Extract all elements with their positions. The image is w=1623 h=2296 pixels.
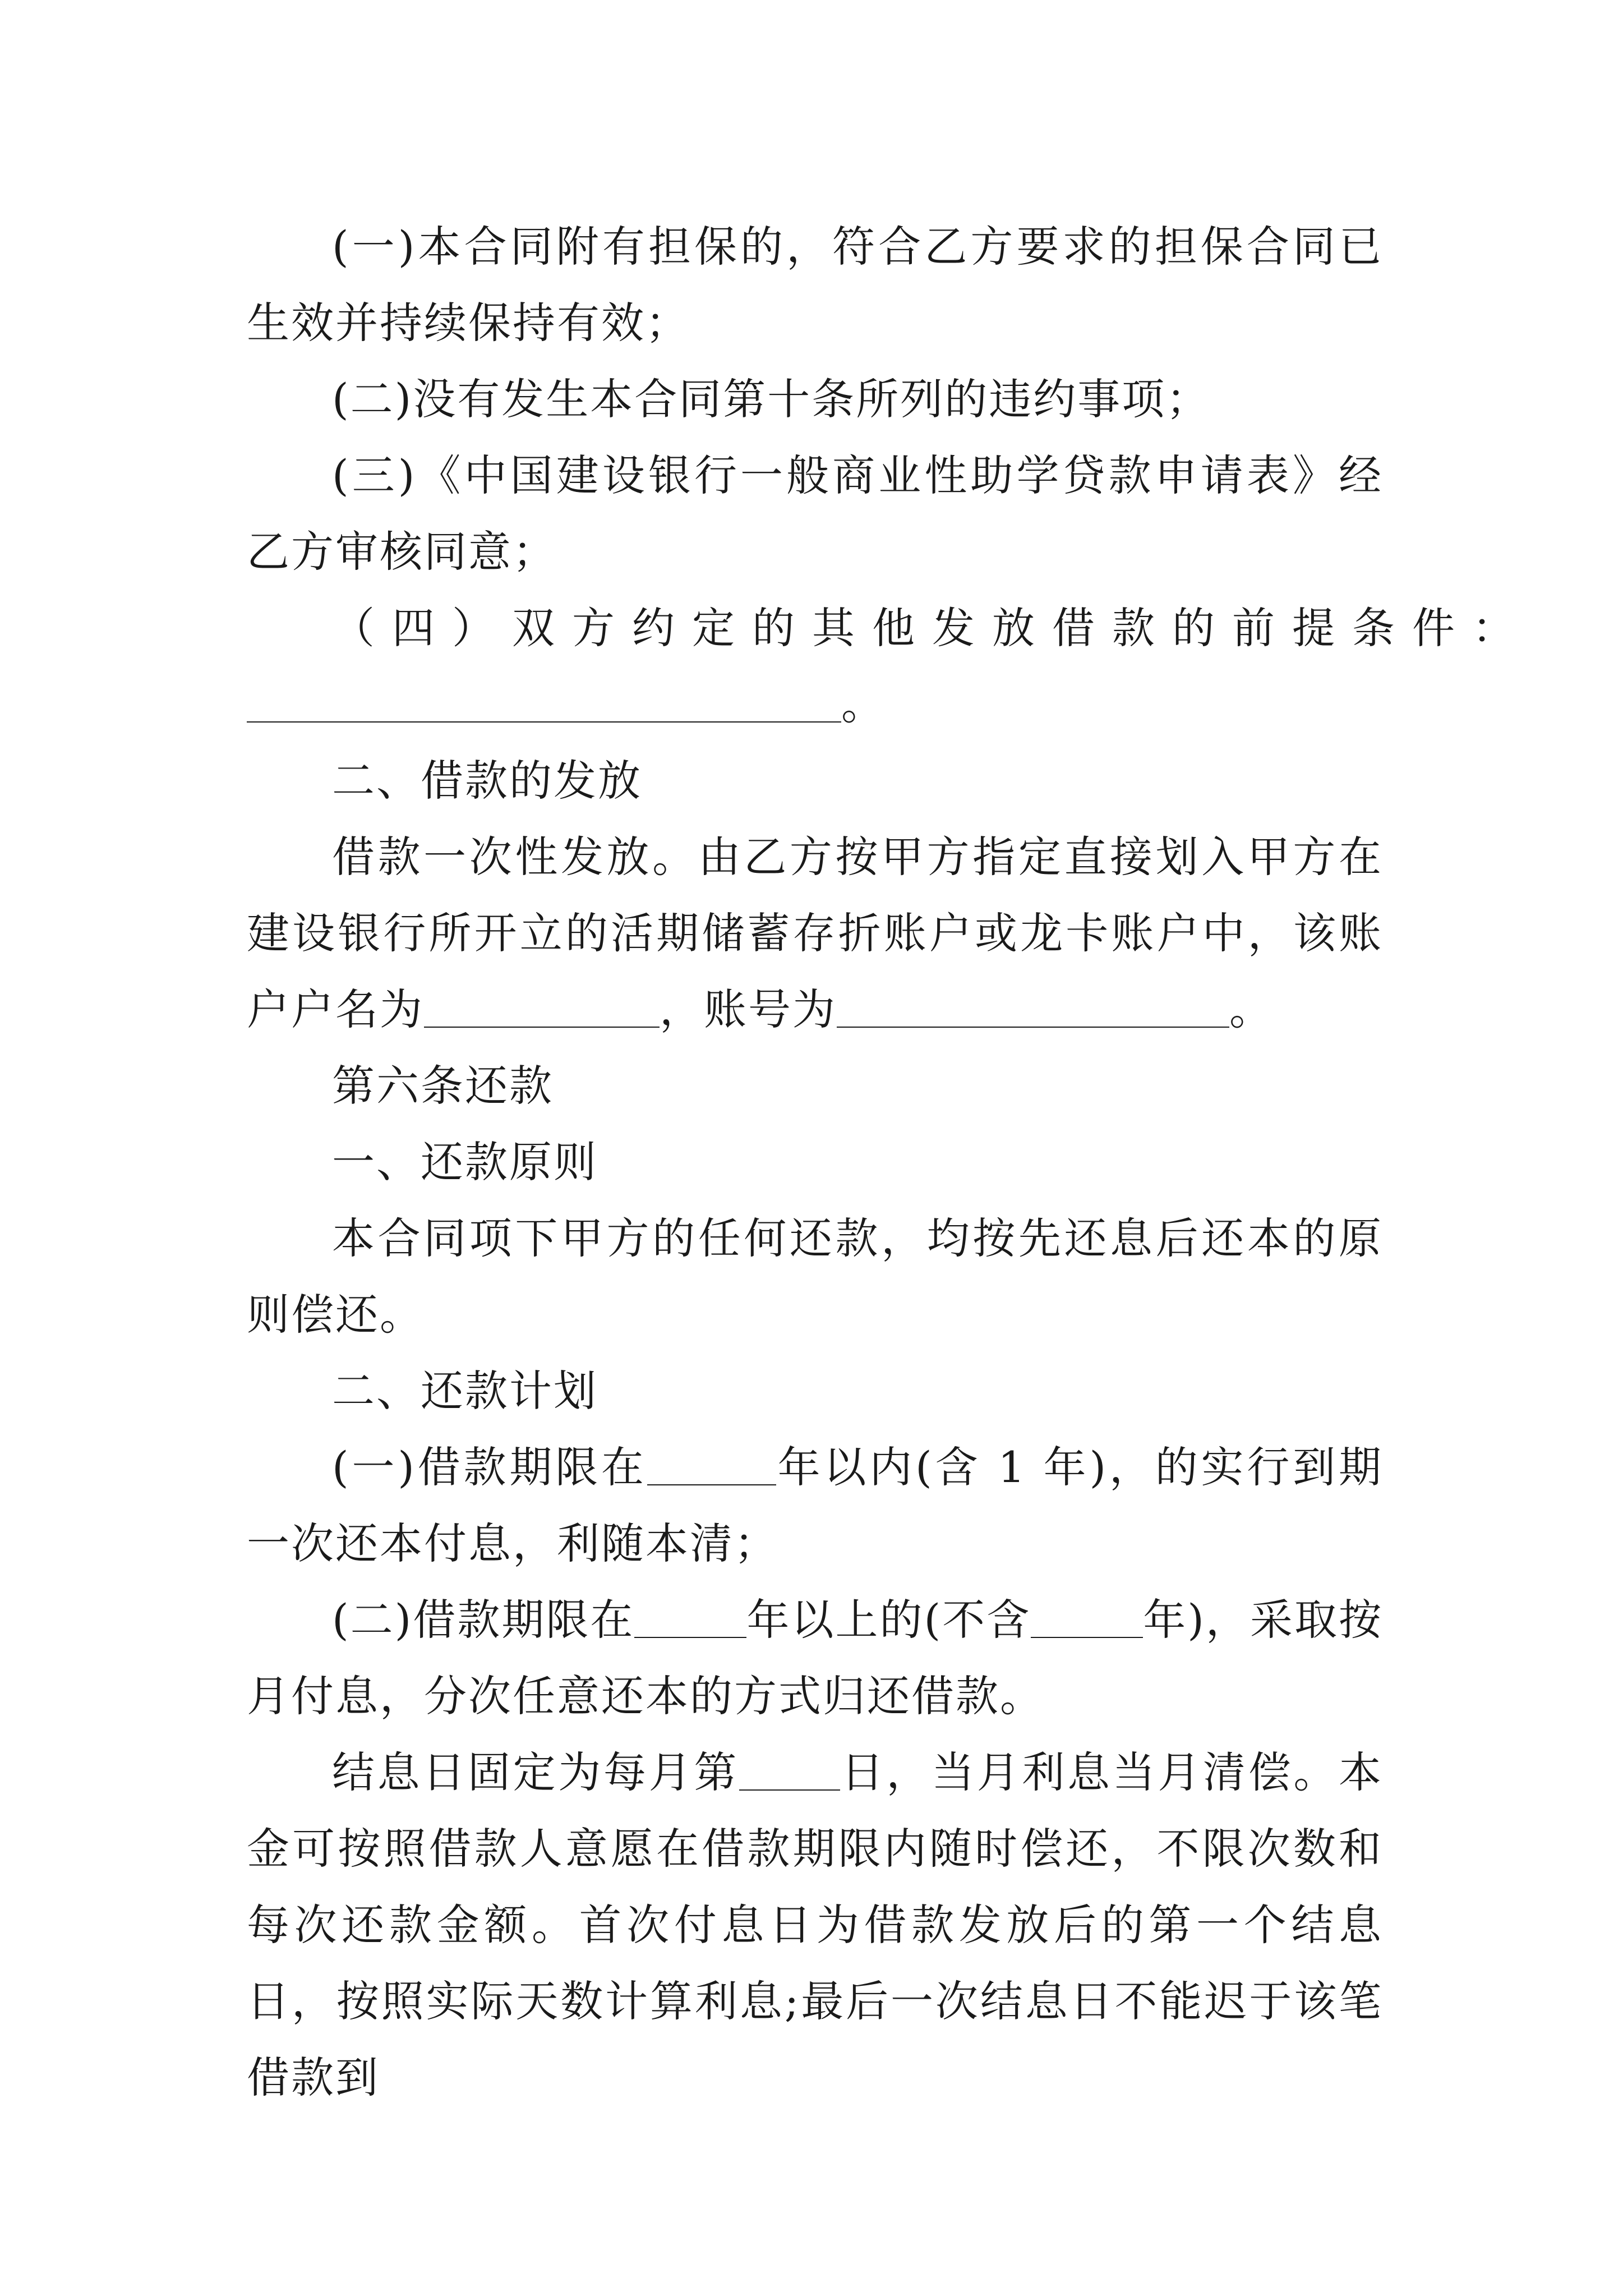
heading-repayment-principle: [247, 1124, 1383, 1200]
text: ，账号为: [660, 984, 837, 1034]
text: （四）双方约定的其他发放借款的前提条件：: [332, 603, 1532, 653]
fill-in-blank-term-years[interactable]: [647, 1444, 776, 1485]
paragraph-guarantee-condition: [247, 209, 1383, 361]
heading-loan-disbursement: [247, 743, 1383, 819]
heading-article-six-repayment: [247, 1048, 1383, 1124]
paragraph-repayment-principle: [247, 1200, 1383, 1353]
text: (一)借款期限在: [332, 1442, 647, 1492]
text: 日，当月利息当月清偿。本金可按照借款人意愿在借款期限内随时偿还，不限次数和每次还款金额。首次付息日为借款发放后的第一个结息日，按照实际天数计算利息;最后一次结息日不能迟于该笔借款到: [247, 1747, 1383, 2102]
text: (一)本合同附有担保的，符合乙方要求的担保合同已生效并持续保持有效；: [247, 222, 1383, 348]
fill-in-blank-term-years-above[interactable]: [634, 1596, 746, 1638]
text: 结息日固定为每月第: [332, 1747, 739, 1797]
text: 第六条还款: [332, 1061, 554, 1111]
text: 借款一次性发放。由乙方按甲方指定直接划入甲方在建设银行所开立的活期储蓄存折账户或龙卡账户中，该账户户名为: [247, 832, 1383, 1034]
fill-in-blank-term-years-excluded[interactable]: [1031, 1596, 1143, 1638]
document-body: [247, 209, 1532, 2116]
text: 。: [1229, 984, 1274, 1034]
text: 二、还款计划: [332, 1366, 598, 1416]
text: 本合同项下甲方的任何还款，均按先还息后还本的原则偿还。: [247, 1213, 1383, 1340]
paragraph-short-term-repayment: [247, 1429, 1383, 1582]
text: (二)借款期限在: [332, 1595, 635, 1645]
fill-in-blank-account-number[interactable]: [837, 986, 1229, 1028]
paragraph-disbursement-account: [247, 819, 1383, 1048]
heading-repayment-plan: [247, 1353, 1383, 1429]
paragraph-no-default-condition: [247, 361, 1383, 438]
fill-in-blank-account-name[interactable]: [424, 986, 660, 1028]
text: 二、借款的发放: [332, 756, 642, 806]
paragraph-interest-settlement: [247, 1734, 1383, 2116]
paragraph-other-conditions-blank: [247, 666, 1383, 743]
text: 。: [841, 679, 886, 729]
paragraph-application-approved: [247, 438, 1383, 590]
paragraph-long-term-repayment: [247, 1582, 1383, 1734]
text: (三)《中国建设银行一般商业性助学贷款申请表》经乙方审核同意；: [247, 450, 1383, 577]
text: 年)，采取按月付息，分次任意还本的方式归还借款。: [247, 1595, 1383, 1721]
paragraph-other-conditions: [247, 590, 1532, 666]
text: 一、还款原则: [332, 1137, 598, 1187]
fill-in-blank-settlement-day[interactable]: [739, 1749, 840, 1791]
text: (二)没有发生本合同第十条所列的违约事项；: [332, 374, 1211, 424]
fill-in-blank-other-conditions[interactable]: [247, 681, 841, 723]
text: 年以内(含 1 年)，的实行到期一次还本付息，利随本清；: [247, 1442, 1383, 1568]
text: 年以上的(不含: [746, 1595, 1031, 1645]
